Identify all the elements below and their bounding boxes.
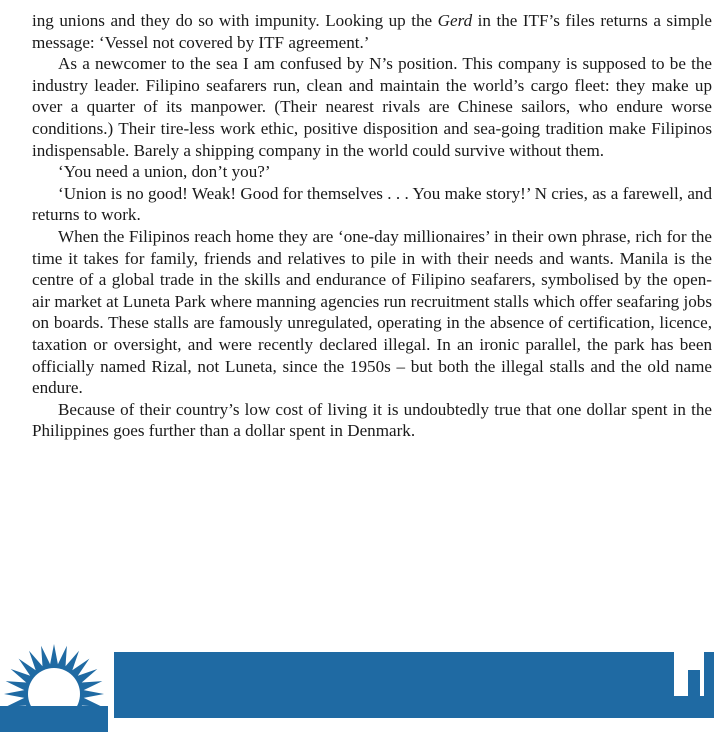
paragraph-4: ‘Union is no good! Weak! Good for themselves . . . You make story!’ N cries, as a farewell, and returns to work. [32, 183, 712, 225]
paragraph-1-text-b: in the ITF’s files returns a simple message: ‘Vessel not covered by ITF agreement.’ [32, 11, 712, 52]
paragraph-5: When the Filipinos reach home they are ‘one-day millionaires’ in their own phrase, rich for the time it takes for family, friends and relatives to pile in with their needs and wants. Manila is the centre of a global trade in the skills and endurance of Filipino seafarers, symbolised by the open-air market at Luneta Park where manning agencies run recruitment stalls which offer seafaring jobs on boards. These stalls are famously unregulated, operating in the absence of certification, licence, taxation or oversight, and were recently declared illegal. In an ironic parallel, the park has been officially named Rizal, not Luneta, since the 1950s – but both the illegal stalls and the old name endure. [32, 226, 712, 398]
footer-graphic [0, 640, 727, 734]
ship-name-emphasis: Gerd [437, 11, 473, 30]
footer-bar [114, 652, 714, 718]
paragraph-1 [32, 10, 712, 53]
paragraph-2: As a newcomer to the sea I am confused by N’s position. This company is supposed to be the industry leader. Filipino seafarers run, clean and maintain the world’s cargo fleet: they make up over a quarter of its manpower. (Their nearest rivals are Chinese sailors, who endure worse conditions.) Their tire-less work ethic, positive disposition and sea-going tradition make Filipinos indispensable. Barely a shipping company in the world could survive without them. [32, 54, 712, 160]
bar-notch-inner [688, 670, 700, 696]
sun-burst-icon [0, 644, 108, 732]
paragraph-1-text-a: ing unions and they do so with impunity. Looking up the [32, 11, 438, 30]
article-body [32, 10, 712, 630]
paragraph-6: Because of their country’s low cost of living it is undoubtedly true that one dollar spent in the Philippines goes further than a dollar spent in Denmark. [32, 399, 712, 441]
paragraph-3: ‘You need a union, don’t you?’ [58, 162, 271, 182]
